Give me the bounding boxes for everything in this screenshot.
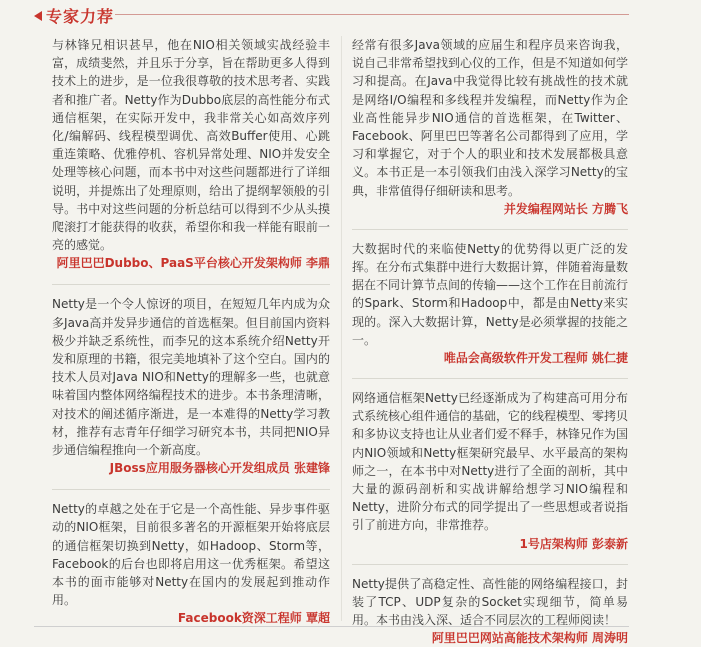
quote-signature: 1号店架构师 彭泰新 — [519, 536, 628, 551]
section-header — [0, 0, 701, 28]
recommendation-quote — [352, 240, 628, 367]
quote-text: Netty提供了高稳定性、高性能的网络编程接口，封装了TCP、UDP复杂的Socket实现细节，简单易用。本书由浅入深、适合不同层次的工程师阅读！ — [352, 576, 628, 628]
quote-signature: 阿里巴巴Dubbo、PaaS平台核心开发架构师 李鼎 — [56, 256, 330, 271]
recommendation-quote — [52, 295, 330, 477]
triangle-left-icon — [34, 11, 42, 21]
quote-separator — [52, 489, 330, 490]
quote-signature: Facebook资深工程师 覃超 — [177, 611, 330, 626]
quote-text: 网络通信框架Netty已经逐渐成为了构建高可用分布式系统核心组件通信的基础，它的线程模型、零拷贝和多协议支持也让从业者们爱不释手，林锋兄作为国内NIO领域和Netty框架研究最早、水平最高的架构师之一，在本书中对Netty进行了全面的剖析，其中大量的源码剖析和实战讲解给想学习NIO编程和Netty，进阶分布式的同学提出了一些思想或者说指引了前进方向，非常推荐。 — [352, 391, 629, 533]
quote-text: 与林锋兄相识甚早，他在NIO相关领域实战经验丰富，成绩斐然，并且乐于分享，旨在帮助更多人得到技术上的进步，是一位我很尊敬的技术思考者、实践者和推广者。Netty作为Dubbo底层的高性能分布式通信框架，在实际开发中，我非常关心如高效序列化/编解码、线程模型调优、高效Buffer使用、心跳重连策略、优雅停机、容机异常处理、NIO并发安全处理等核心问题，而本书中对这些问题都进行了详细说明，并提炼出了处理原则，给出了提纲挈领般的引导。书中对这些问题的分析总结可以得到不少从头摸爬滚打才能获得的收获，希望你和我一样能有眼前一亮的感觉。 — [52, 38, 330, 253]
section-title: 专家力荐 — [46, 7, 115, 26]
quote-signature: 唯品会高级软件开发工程师 姚仁捷 — [443, 351, 628, 366]
quote-text: 经常有很多Java领域的应届生和程序员来咨询我，说自己非常希望找到心仪的工作，但是不知道如何学习和提高。在Java中我觉得比较有挑战性的技术就是网络I/O编程和多线程并发编程，而Netty作为企业高性能异步NIO通信的首选框架，在Twitter、Facebook、阿里巴巴等著名公司都得到了应用，学习和掌握它，对于个人的职业和技术发展都极具意义。本书正是一本引领我们由浅入深学习Netty的宝典，非常值得仔细研读和思考。 — [352, 38, 629, 198]
quote-separator — [352, 564, 628, 565]
right-column — [352, 36, 628, 647]
quote-separator — [52, 284, 330, 285]
bottom-rule — [34, 626, 629, 627]
quote-signature: 阿里巴巴网站高能技术架构师 周涛明 — [431, 631, 628, 646]
quote-text: Netty的卓越之处在于它是一个高性能、异步事件驱动的NIO框架，目前很多著名的开源框架开始将底层的通信框架切换到Netty，如Hadoop、Storm等，Facebook的后台也即将启用这一优秀框架。希望这本书的面市能够对Netty在国内的发展起到推动作用。 — [52, 502, 330, 608]
left-column — [52, 36, 330, 627]
recommendation-quote — [52, 500, 330, 627]
quote-text: 大数据时代的来临使Netty的优势得以更广泛的发挥。在分布式集群中进行大数据计算，伴随着海量数据在不同计算节点间的传输——这个工作在目前流行的Spark、Storm和Hadoop中，都是由Netty来实现的。深入大数据计算，Netty是必须掌握的技能之一。 — [352, 241, 629, 347]
quote-text: Netty是一个令人惊讶的项目，在短短几年内成为众多Java高并发异步通信的首选框架。但目前国内资料极少并缺乏系统性，而李兄的这本系统介绍Netty开发和原理的书籍，很完美地填补了这个空白。国内的技术人员对Java NIO和Netty的理解多一些，也就意味着国内整体网络编程技术的进步。本书条理清晰，对技术的阐述循序渐进，是一本难得的Netty学习教材，推荐有志青年仔细学习研究本书，共同把NIO异步通信编程推向一个新高度。 — [52, 297, 330, 458]
column-divider — [341, 36, 342, 621]
recommendation-quote — [352, 575, 628, 647]
header-rule — [115, 14, 629, 15]
quote-separator — [352, 378, 628, 379]
quote-signature: JBoss应用服务器核心开发组成员 张建锋 — [109, 461, 330, 476]
recommendation-quote — [52, 36, 330, 272]
recommendation-quote — [352, 36, 628, 218]
quote-signature: 并发编程网站长 方腾飞 — [503, 201, 628, 216]
quote-separator — [352, 229, 628, 230]
recommendation-quote — [352, 389, 628, 553]
